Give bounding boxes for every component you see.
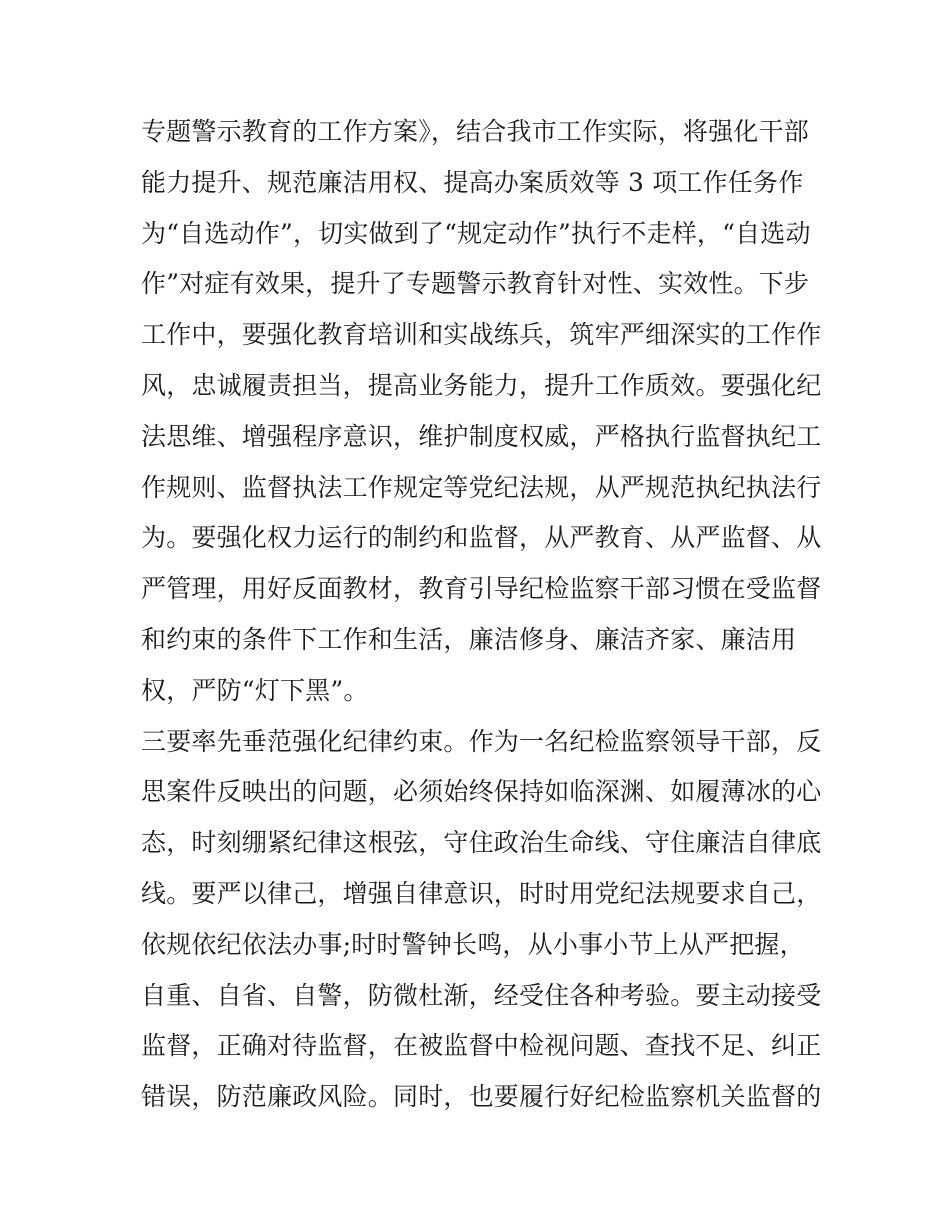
- text-line: 态，时刻绷紧纪律这根弦，守住政治生命线、守住廉洁自律底: [141, 828, 822, 858]
- text-line: 法思维、增强程序意识，维护制度权威，严格执行监督执纪工: [141, 421, 822, 451]
- text-line: 作”对症有效果，提升了专题警示教育针对性、实效性。下步: [141, 269, 810, 299]
- text-line: 自重、自省、自警，防微杜渐，经受住各种考验。要主动接受: [141, 980, 822, 1010]
- text-line: 工作中，要强化教育培训和实战练兵，筑牢严细深实的工作作: [141, 320, 822, 350]
- text-line: 风，忠诚履责担当，提高业务能力，提升工作质效。要强化纪: [141, 370, 822, 400]
- text-line: 思案件反映出的问题，必须始终保持如临深渊、如履薄冰的心: [141, 777, 822, 807]
- text-line: 依规依纪依法办事;时时警钟长鸣，从小事小节上从严把握，: [141, 929, 805, 959]
- text-line: 三要率先垂范强化纪律约束。作为一名纪检监察领导干部，反: [141, 726, 822, 756]
- text-line: 能力提升、规范廉洁用权、提高办案质效等 3 项工作任务作: [141, 167, 804, 197]
- text-line: 为“自选动作”，切实做到了“规定动作”执行不走样，“自选动: [141, 218, 811, 248]
- text-line: 专题警示教育的工作方案》，结合我市工作实际，将强化干部: [141, 117, 809, 146]
- text-line: 作规则、监督执法工作规定等党纪法规，从严规范执纪执法行: [141, 472, 822, 502]
- body-text: [141, 107, 821, 1123]
- text-line: 和约束的条件下工作和生活，廉洁修身、廉洁齐家、廉洁用: [141, 624, 797, 654]
- text-line: 线。要严以律己，增强自律意识，时时用党纪法规要求自己，: [141, 878, 822, 908]
- text-line: 权，严防“灯下黑”。: [141, 675, 369, 705]
- text-line: 为。要强化权力运行的制约和监督，从严教育、从严监督、从: [141, 523, 822, 553]
- text-line: 严管理，用好反面教材，教育引导纪检监察干部习惯在受监督: [141, 574, 822, 604]
- text-line: 错误，防范廉政风险。同时，也要履行好纪检监察机关监督的: [141, 1082, 822, 1112]
- text-line: 监督，正确对待监督，在被监督中检视问题、查找不足、纠正: [141, 1031, 822, 1061]
